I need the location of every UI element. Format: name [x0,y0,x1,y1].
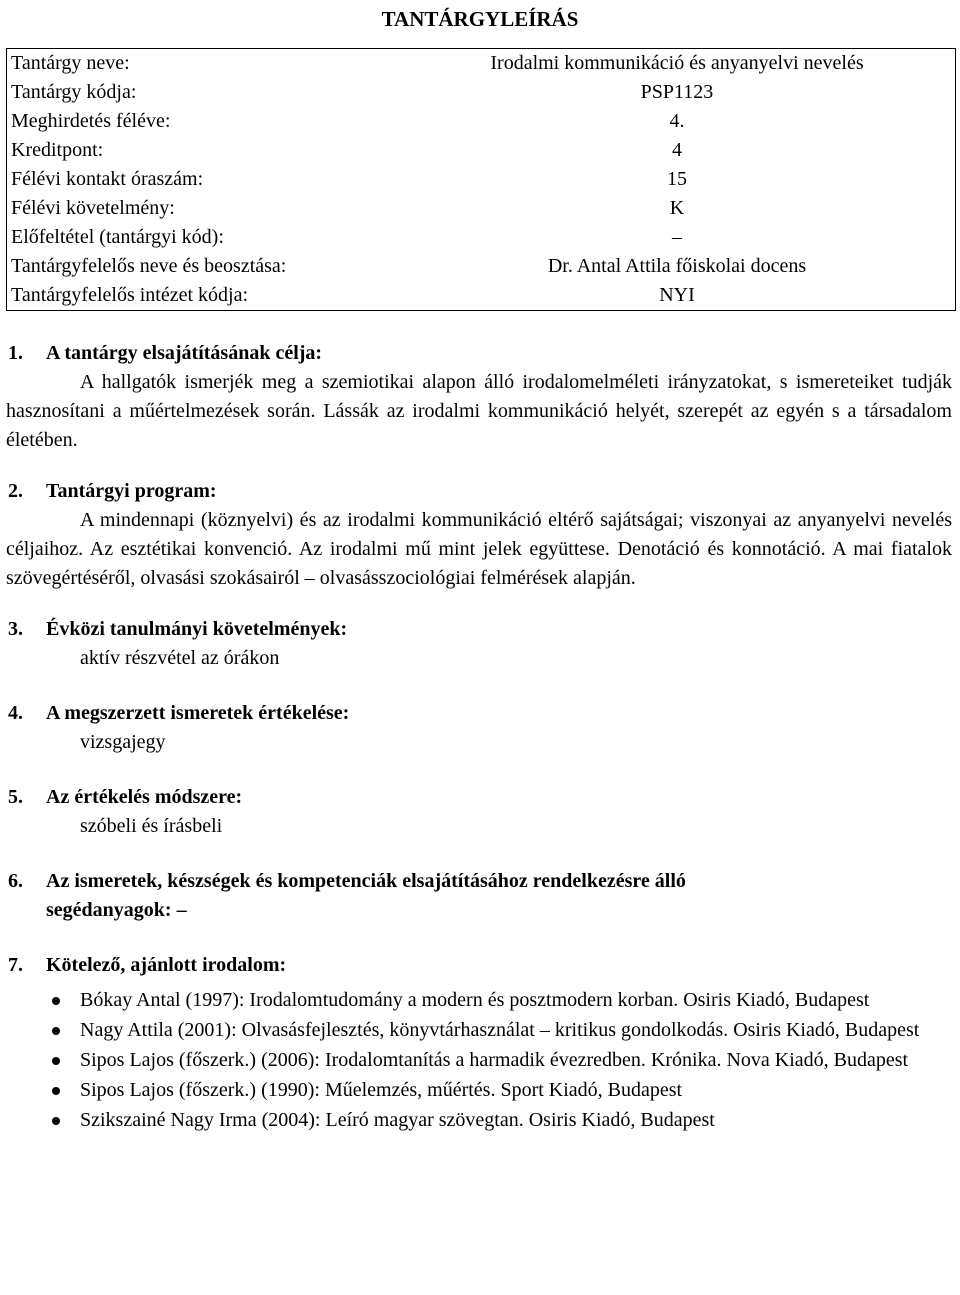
reference-item [6,1106,954,1135]
info-value: PSP1123 [640,81,714,104]
section-method [6,783,954,841]
section-literature [6,951,954,1135]
section-number: 2. [8,480,23,503]
info-label: Félévi követelmény: [11,197,175,220]
info-row [7,281,956,311]
info-label: Meghirdetés féléve: [11,110,171,133]
info-row [7,165,956,194]
bullet-icon [52,997,60,1005]
info-label: Tantárgyfelelős intézet kódja: [11,284,249,307]
bullet-icon [52,1117,60,1125]
section-resources [6,867,954,925]
info-value: Dr. Antal Attila főiskolai docens [547,255,807,278]
section-heading: Az értékelés módszere: [46,786,243,809]
reference-item [6,1046,954,1075]
reference-text: Nagy Attila (2001): Olvasásfejlesztés, könyvtárhasználat – kritikus gondolkodás. Osiris Kiadó, Budapest [80,1019,920,1042]
info-value: Irodalmi kommunikáció és anyanyelvi nevelés [490,52,864,75]
bullet-icon [52,1087,60,1095]
section-goal [6,339,954,455]
section-number: 7. [8,954,23,977]
section-evaluation [6,699,954,757]
section-heading: Tantárgyi program: [46,480,217,503]
section-heading: Az ismeretek, készségek és kompetenciák elsajátításához rendelkezésre álló [46,870,686,893]
info-value: NYI [659,284,695,307]
info-row [7,107,956,136]
reference-text: Sipos Lajos (főszerk.) (1990): Műelemzés, műértés. Sport Kiadó, Budapest [80,1079,683,1102]
info-row [7,223,956,252]
section-number: 4. [8,702,23,725]
info-label: Félévi kontakt óraszám: [11,168,204,191]
info-label: Tantárgy neve: [11,52,130,75]
section-heading-continued: segédanyagok: – [46,899,187,922]
section-heading: Évközi tanulmányi követelmények: [46,618,348,641]
section-heading: Kötelező, ajánlott irodalom: [46,954,287,977]
reference-text: Bókay Antal (1997): Irodalomtudomány a modern és posztmodern korban. Osiris Kiadó, Budapest [80,989,870,1012]
section-number: 1. [8,342,23,365]
info-value: 15 [667,168,687,191]
reference-text: Sipos Lajos (főszerk.) (2006): Irodalomtanítás a harmadik évezredben. Krónika. Nova Kiadó, Budapest [80,1049,909,1072]
reference-text: Szikszainé Nagy Irma (2004): Leíró magyar szövegtan. Osiris Kiadó, Budapest [80,1109,715,1132]
section-text: vizsgajegy [80,731,166,754]
section-text: szóbeli és írásbeli [80,815,223,838]
reference-item [6,1076,954,1105]
info-row [7,252,956,281]
section-text: aktív részvétel az órákon [80,647,280,670]
info-row [7,194,956,223]
section-heading: A tantárgy elsajátításának célja: [46,342,323,365]
section-requirements [6,615,954,673]
info-row [7,78,956,107]
info-value: 4 [672,139,682,162]
info-label: Tantárgy kódja: [11,81,137,104]
course-info-table [6,48,956,311]
section-text: A hallgatók ismerjék meg a szemiotikai alapon álló irodalomelméleti irányzatokat, s ismereteiket tudják hasznosítani a műértelmezések során. Lássák az irodalmi kommunikáció helyét, szerepét az egyén s a társadalom életében. [6,371,952,452]
section-number: 5. [8,786,23,809]
bullet-icon [52,1057,60,1065]
reference-list [6,986,954,1135]
info-label: Kreditpont: [11,139,104,162]
reference-item [6,1016,954,1045]
info-label: Előfeltétel (tantárgyi kód): [11,226,224,249]
section-heading: A megszerzett ismeretek értékelése: [46,702,350,725]
section-program [6,477,954,593]
info-row [7,136,956,165]
bullet-icon [52,1027,60,1035]
info-value: 4. [669,110,685,133]
info-label: Tantárgyfelelős neve és beosztása: [11,255,287,278]
info-row [7,49,956,79]
section-number: 6. [8,870,23,893]
info-value: – [672,226,682,249]
reference-item [6,986,954,1015]
section-number: 3. [8,618,23,641]
document-title: TANTÁRGYLEÍRÁS [381,7,579,31]
info-value: K [669,197,685,220]
section-text: A mindennapi (köznyelvi) és az irodalmi kommunikáció eltérő sajátságai; viszonyai az anyanyelvi nevelés céljaihoz. Az esztétikai konvenció. Az irodalmi mű mint jelek együttese. Denotáció és konnotáció. A mai fiatalok szövegértéséről, olvasási szokásairól – olvasásszociológiai felmérések alapján. [6,509,952,590]
